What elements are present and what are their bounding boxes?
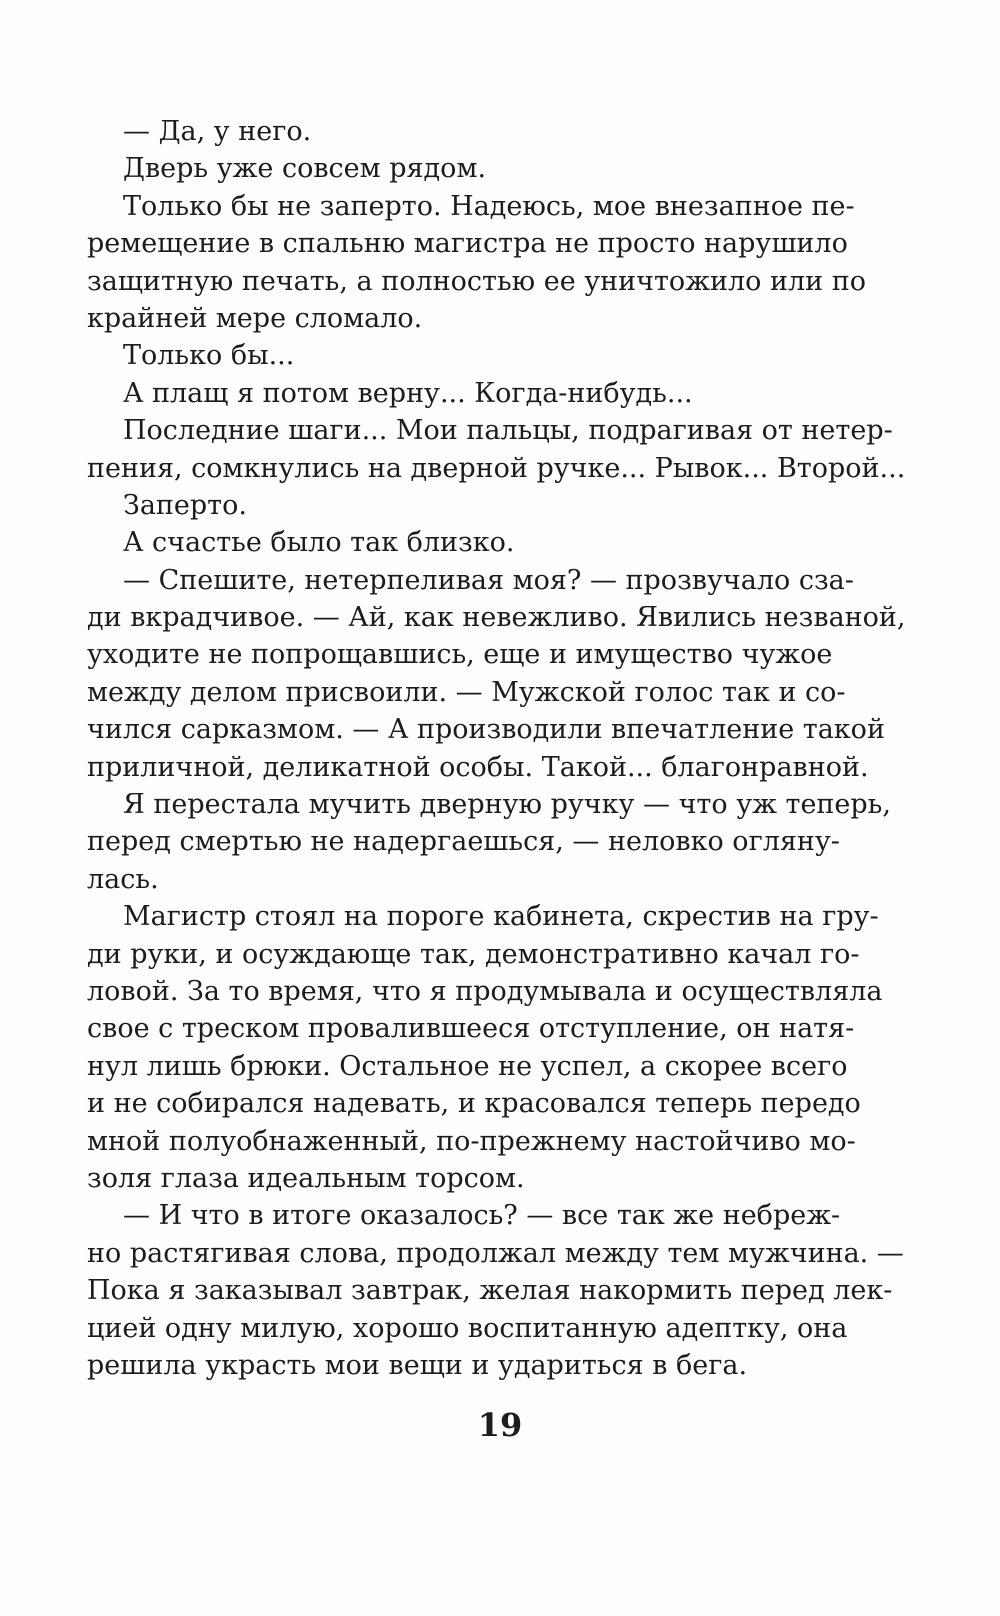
text-line: между делом присвоили. — Мужской голос так и со- bbox=[87, 676, 846, 708]
text-line: Только бы... bbox=[123, 340, 295, 372]
text-line: и не собирался надевать, и красовался теперь передо bbox=[87, 1088, 861, 1120]
body-text bbox=[87, 113, 906, 1384]
text-line: золя глаза идеальным торсом. bbox=[87, 1162, 525, 1194]
text-line: нул лишь брюки. Остальное не успел, а скорее всего bbox=[87, 1050, 848, 1082]
text-line: — Спешите, нетерпеливая моя? — прозвучало сза- bbox=[123, 564, 854, 596]
text-line: — Да, у него. bbox=[123, 116, 312, 147]
text-line: ди руки, и осуждающе так, демонстративно качал го- bbox=[87, 938, 860, 970]
text-line: Пока я заказывал завтрак, желая накормить перед лек- bbox=[87, 1275, 893, 1307]
text-line: защитную печать, а полностью ее уничтожило или по bbox=[87, 265, 866, 297]
text-line: цией одну милую, хорошо воспитанную адептку, она bbox=[87, 1312, 848, 1344]
text-line: уходите не попрощавшись, еще и имущество чужое bbox=[87, 639, 833, 671]
text-line: А счастье было так близко. bbox=[123, 527, 515, 559]
text-line: Магистр стоял на пороге кабинета, скрестив на гру- bbox=[123, 901, 879, 933]
text-line: но растягивая слова, продолжал между тем мужчина. — bbox=[87, 1237, 904, 1269]
text-line: Заперто. bbox=[123, 489, 247, 521]
text-line: свое с треском провалившееся отступление, он натя- bbox=[87, 1013, 855, 1045]
text-line: чился сарказмом. — А производили впечатление такой bbox=[87, 714, 885, 746]
text-line: решила украсть мои вещи и удариться в бега. bbox=[87, 1349, 748, 1381]
text-line: ловой. За то время, что я продумывала и осуществляла bbox=[87, 975, 883, 1007]
text-line: Я перестала мучить дверную ручку — что уж теперь, bbox=[123, 789, 891, 821]
text-line: перед смертью не надергаешься, — неловко огляну- bbox=[87, 826, 840, 858]
text-line: приличной, деликатной особы. Такой... благонравной. bbox=[87, 751, 869, 783]
text-line: ремещение в спальню магистра не просто нарушило bbox=[87, 228, 848, 260]
text-line: Дверь уже совсем рядом. bbox=[123, 153, 487, 185]
text-line: — И что в итоге оказалось? — все так же небреж- bbox=[123, 1200, 841, 1232]
text-line: А плащ я потом верну... Когда-нибудь... bbox=[123, 377, 693, 409]
text-line: крайней мере сломало. bbox=[87, 302, 423, 334]
text-line: мной полуобнаженный, по-прежнему настойчиво мо- bbox=[87, 1125, 856, 1157]
text-line: лась. bbox=[87, 863, 159, 895]
text-line: ди вкрадчивое. — Ай, как невежливо. Явились незваной, bbox=[87, 602, 906, 634]
text-line: пения, сомкнулись на дверной ручке... Рывок... Второй... bbox=[87, 452, 906, 484]
page-number: 19 bbox=[477, 1406, 523, 1444]
text-line: Только бы не заперто. Надеюсь, мое внезапное пе- bbox=[123, 190, 855, 222]
text-line: Последние шаги... Мои пальцы, подрагивая от нетер- bbox=[123, 415, 893, 447]
